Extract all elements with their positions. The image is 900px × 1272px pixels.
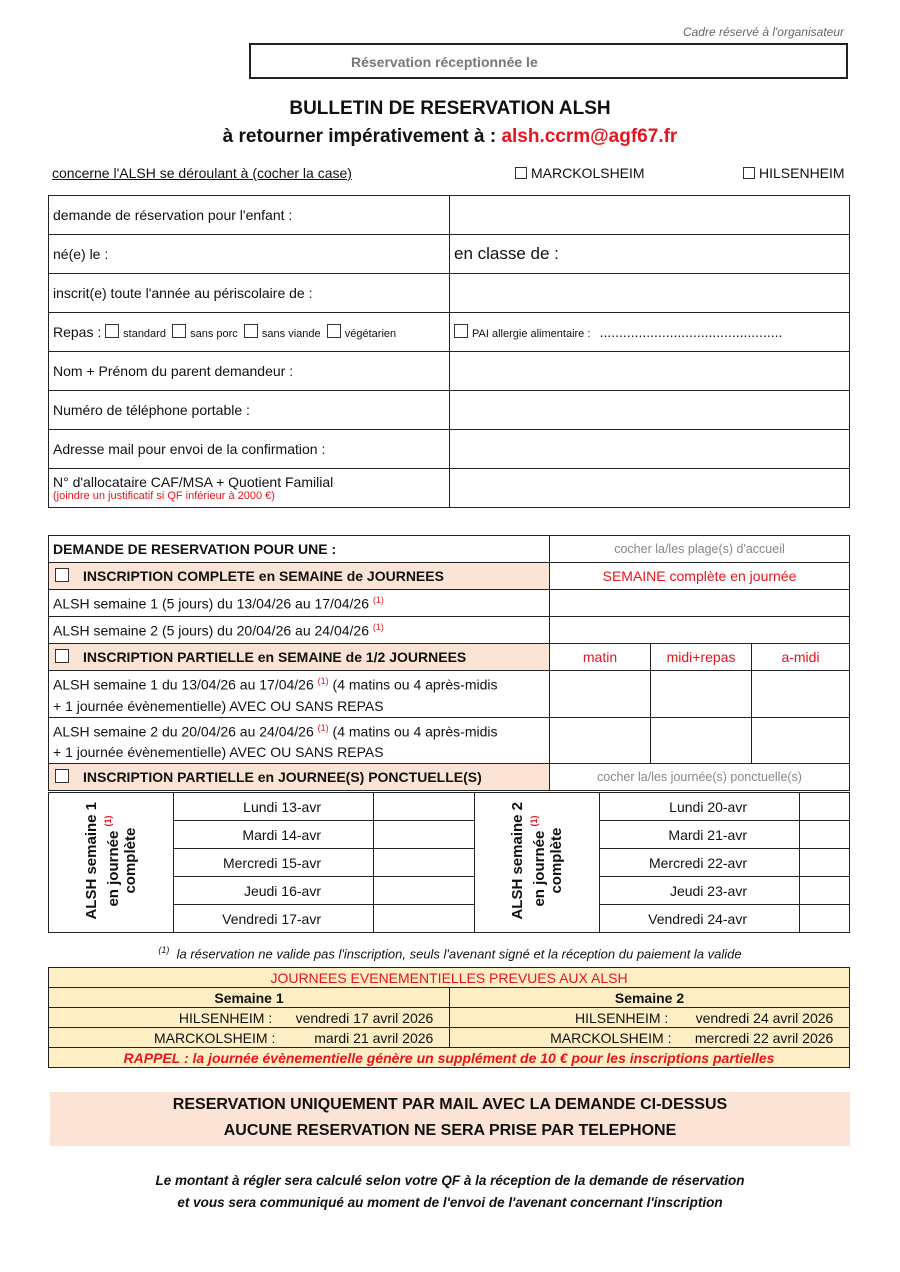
info-form — [48, 195, 850, 508]
footnote-text: la réservation ne valide pas l'inscription, seuls l'avenant signé et la réception du paiement la valide — [176, 946, 742, 962]
final-note — [0, 1170, 900, 1214]
check-matin-2[interactable] — [550, 717, 651, 764]
checkbox-icon[interactable] — [105, 324, 119, 338]
banner-line: AUCUNE RESERVATION NE SERA PRISE PAR TELEPHONE — [223, 1122, 677, 1139]
born-label: né(e) le : — [53, 246, 109, 262]
full-week-check-1[interactable] — [550, 590, 850, 617]
footnote-mark: (1) — [317, 722, 329, 733]
meals-row — [49, 313, 450, 352]
day-label: Mardi 14-avr — [174, 821, 374, 849]
checkbox-icon[interactable] — [55, 649, 69, 663]
row-text: ALSH semaine 1 du 13/04/26 au 17/04/26 — [53, 676, 314, 693]
day-label: Jeudi 23-avr — [600, 877, 800, 905]
row-text: (4 matins ou 4 après-midis — [332, 676, 498, 693]
footnote-mark: (1) — [103, 814, 113, 826]
meals-label: Repas : — [53, 324, 102, 340]
checkbox-icon[interactable] — [55, 769, 69, 783]
email-link[interactable]: alsh.ccrm@agf67.fr — [501, 126, 678, 147]
week-label-line: en journée — [531, 830, 548, 907]
parent-field[interactable] — [450, 352, 850, 391]
meal-standard: standard — [123, 328, 166, 340]
check-midi-2[interactable] — [651, 717, 752, 764]
caf-label — [49, 469, 450, 508]
row-text: + 1 journée évènementielle) AVEC OU SANS REPAS — [53, 697, 384, 714]
event-place: HILSENHEIM : — [574, 1009, 669, 1026]
option-label: MARCKOLSHEIM — [531, 165, 645, 181]
half-days-row-2 — [49, 717, 550, 764]
footnote-mark: (1) — [317, 676, 329, 686]
half-days-label: INSCRIPTION PARTIELLE en SEMAINE de 1/2 JOURNEES — [83, 649, 467, 665]
received-box[interactable] — [249, 43, 848, 79]
checkbox-icon[interactable] — [743, 167, 755, 179]
pai-dots: ............................................... — [599, 324, 783, 340]
events-table — [48, 967, 850, 1068]
checkbox-icon[interactable] — [172, 324, 186, 338]
day-check[interactable] — [374, 793, 475, 821]
option-label: HILSENHEIM — [759, 165, 845, 181]
full-week-col: SEMAINE complète en journée — [550, 563, 850, 590]
week-label-line: ALSH semaine 1 — [83, 801, 100, 920]
meal-vegetarien: végétarien — [344, 328, 397, 340]
parent-label: Nom + Prénom du parent demandeur : — [49, 352, 450, 391]
event-place: HILSENHEIM : — [178, 1009, 273, 1026]
week-label-line: complète — [548, 827, 565, 894]
day-check[interactable] — [800, 905, 850, 933]
final-line: et vous sera communiqué au moment de l'envoi de l'avenant concernant l'inscription — [177, 1195, 723, 1210]
punctual-label: INSCRIPTION PARTIELLE en JOURNEE(S) PONCTUELLE(S) — [83, 769, 482, 786]
footnote-mark: (1) — [529, 814, 539, 826]
page-title: BULLETIN DE RESERVATION ALSH — [289, 98, 611, 119]
checkbox-icon[interactable] — [515, 167, 527, 179]
reservation-table — [48, 535, 850, 791]
footnote-mark: (1) — [372, 594, 384, 605]
full-week-header[interactable] — [49, 563, 550, 590]
full-week-label: INSCRIPTION COMPLETE en SEMAINE de JOURNEES — [83, 568, 444, 584]
day-label: Lundi 20-avr — [600, 793, 800, 821]
meal-sans-porc: sans porc — [190, 328, 238, 340]
phone-field[interactable] — [450, 391, 850, 430]
reservation-hint: cocher la/les plage(s) d'accueil — [550, 536, 850, 563]
day-check[interactable] — [800, 849, 850, 877]
day-label: Vendredi 17-avr — [174, 905, 374, 933]
event-row — [49, 1008, 450, 1028]
col-a-midi: a-midi — [752, 644, 850, 671]
event-row — [49, 1028, 450, 1048]
week2-label — [475, 793, 600, 933]
week-label-line: complète — [122, 827, 139, 894]
footnote-mark: (1) — [372, 621, 384, 632]
location-marckolsheim[interactable] — [515, 165, 645, 181]
day-check[interactable] — [374, 877, 475, 905]
footnote-mark: (1) — [158, 945, 170, 955]
check-midi-1[interactable] — [651, 671, 752, 718]
born-cell[interactable] — [49, 235, 450, 274]
email-label: Adresse mail pour envoi de la confirmation : — [49, 430, 450, 469]
day-label: Mercredi 22-avr — [600, 849, 800, 877]
reservation-heading: DEMANDE DE RESERVATION POUR UNE : — [49, 536, 550, 563]
pai-cell[interactable] — [450, 313, 850, 352]
row-text: (4 matins ou 4 après-midis — [332, 723, 498, 740]
caf-text: N° d'allocataire CAF/MSA + Quotient Familial — [53, 474, 334, 490]
events-reminder: RAPPEL : la journée évènementielle génère un supplément de 10 € pour les inscriptions partielles — [49, 1048, 850, 1068]
caf-note: (joindre un justificatif si QF inférieur à 2000 €) — [53, 490, 275, 502]
week-label-line: ALSH semaine 2 — [509, 801, 526, 920]
check-matin-1[interactable] — [550, 671, 651, 718]
check-amidi-1[interactable] — [752, 671, 850, 718]
banner-line: RESERVATION UNIQUEMENT PAR MAIL AVEC LA DEMANDE CI-DESSUS — [172, 1096, 728, 1113]
check-amidi-2[interactable] — [752, 717, 850, 764]
full-week-row-2 — [49, 617, 550, 644]
child-field[interactable] — [450, 196, 850, 235]
day-label: Mardi 21-avr — [600, 821, 800, 849]
week1-label — [49, 793, 174, 933]
week-label-line: en journée — [105, 830, 122, 907]
location-label: concerne l'ALSH se déroulant à (cocher la case) — [52, 165, 352, 181]
row-text: ALSH semaine 1 (5 jours) du 13/04/26 au 17/04/26 — [53, 595, 369, 612]
day-label: Mercredi 15-avr — [174, 849, 374, 877]
mail-only-banner — [50, 1092, 850, 1146]
event-place: MARCKOLSHEIM : — [550, 1029, 672, 1046]
return-line — [0, 126, 900, 148]
day-check[interactable] — [800, 821, 850, 849]
checkbox-icon[interactable] — [327, 324, 341, 338]
day-check[interactable] — [800, 877, 850, 905]
organizer-note: Cadre réservé à l'organisateur — [682, 25, 844, 39]
event-place: MARCKOLSHEIM : — [154, 1029, 276, 1046]
event-date: mardi 21 avril 2026 — [314, 1029, 434, 1046]
punctual-days-table — [48, 792, 850, 933]
checkbox-icon[interactable] — [244, 324, 258, 338]
event-row — [450, 1008, 850, 1028]
half-days-row-1 — [49, 671, 550, 718]
col-midi-repas: midi+repas — [651, 644, 752, 671]
day-check[interactable] — [374, 849, 475, 877]
day-label: Lundi 13-avr — [174, 793, 374, 821]
periscolaire-label: inscrit(e) toute l'année au périscolaire de : — [49, 274, 450, 313]
child-label: demande de réservation pour l'enfant : — [49, 196, 450, 235]
checkbox-icon[interactable] — [454, 324, 468, 338]
events-week2: Semaine 2 — [450, 988, 850, 1008]
final-line: Le montant à régler sera calculé selon votre QF à la réception de la demande de réservation — [155, 1173, 745, 1188]
col-matin: matin — [550, 644, 651, 671]
day-check[interactable] — [374, 821, 475, 849]
event-date: vendredi 17 avril 2026 — [295, 1009, 434, 1026]
received-label: Réservation réceptionnée le — [351, 54, 538, 70]
meal-sans-viande: sans viande — [261, 328, 321, 340]
day-label: Jeudi 16-avr — [174, 877, 374, 905]
punctual-hint: cocher la/les journée(s) ponctuelle(s) — [550, 764, 850, 791]
row-text: ALSH semaine 2 (5 jours) du 20/04/26 au 24/04/26 — [53, 622, 369, 639]
class-label: en classe de : — [454, 244, 559, 263]
caf-field[interactable] — [450, 469, 850, 508]
event-date: vendredi 24 avril 2026 — [695, 1009, 834, 1026]
event-row — [450, 1028, 850, 1048]
full-week-check-2[interactable] — [550, 617, 850, 644]
events-title: JOURNEES EVENEMENTIELLES PREVUES AUX ALSH — [49, 968, 850, 988]
event-date: mercredi 22 avril 2026 — [694, 1029, 834, 1046]
footnote — [0, 945, 900, 961]
location-hilsenheim[interactable] — [743, 165, 845, 181]
email-field[interactable] — [450, 430, 850, 469]
return-label: à retourner impérativement à : — [222, 126, 502, 147]
phone-label: Numéro de téléphone portable : — [49, 391, 450, 430]
punctual-header[interactable] — [49, 764, 550, 791]
row-text: + 1 journée évènementielle) AVEC OU SANS REPAS — [53, 744, 384, 761]
events-week1: Semaine 1 — [49, 988, 450, 1008]
day-check[interactable] — [800, 793, 850, 821]
class-cell[interactable] — [450, 235, 850, 274]
row-text: ALSH semaine 2 du 20/04/26 au 24/04/26 — [53, 723, 314, 740]
periscolaire-field[interactable] — [450, 274, 850, 313]
day-label: Vendredi 24-avr — [600, 905, 800, 933]
pai-label: PAI allergie alimentaire : — [472, 328, 591, 340]
checkbox-icon[interactable] — [55, 568, 69, 582]
day-check[interactable] — [374, 905, 475, 933]
full-week-row-1 — [49, 590, 550, 617]
half-days-header[interactable] — [49, 644, 550, 671]
